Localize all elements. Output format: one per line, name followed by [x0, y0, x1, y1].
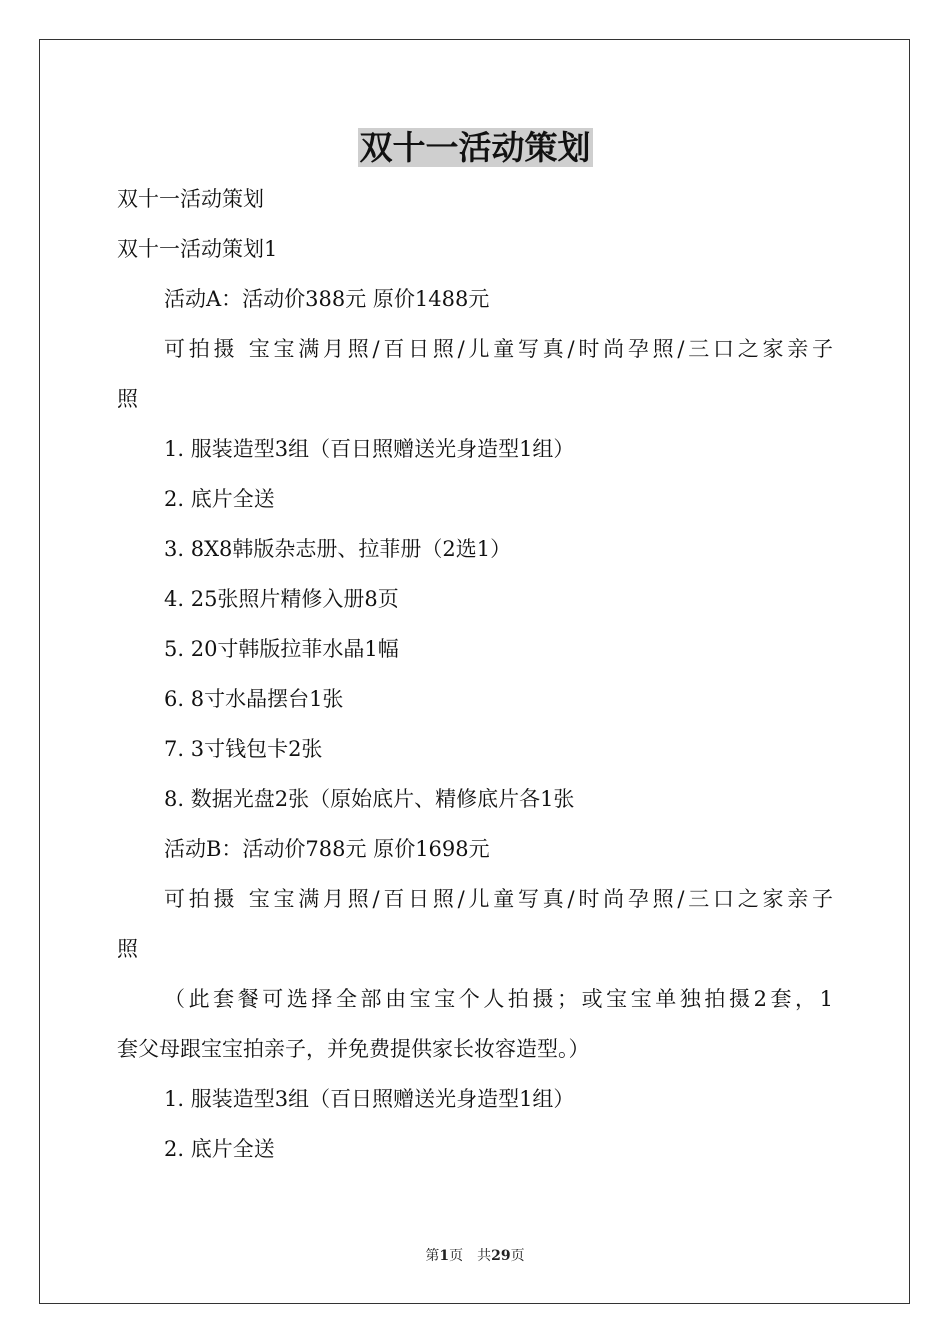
doc-line-b-item-2: 2. 底片全送 [164, 1137, 275, 1161]
doc-line-shoot-types-a-cont: 照 [117, 387, 138, 411]
doc-line-activity-b: 活动B：活动价788元 原价1698元 [164, 837, 490, 861]
footer-page-number: 1 [439, 1248, 450, 1264]
doc-line-a-item-8: 8. 数据光盘2张（原始底片、精修底片各1张 [164, 787, 575, 811]
doc-line-a-item-4: 4. 25张照片精修入册8页 [164, 587, 399, 611]
doc-line-a-item-5: 5. 20寸韩版拉菲水晶1幅 [164, 637, 399, 661]
doc-line-a-item-6: 6. 8寸水晶摆台1张 [164, 687, 344, 711]
doc-line-shoot-types-b: 可拍摄 宝宝满月照/百日照/儿童写真/时尚孕照/三口之家亲子 [164, 887, 834, 911]
doc-line-a-item-7: 7. 3寸钱包卡2张 [164, 737, 323, 761]
footer-total-pages: 29 [491, 1248, 511, 1264]
document-title [0, 126, 950, 170]
page-border [39, 39, 910, 1304]
footer-total-prefix: 共 [477, 1248, 492, 1264]
doc-line-subtitle: 双十一活动策划 [117, 187, 264, 211]
doc-line-activity-a: 活动A：活动价388元 原价1488元 [164, 287, 490, 311]
doc-line-shoot-types-b-cont: 照 [117, 937, 138, 961]
doc-line-package-note-cont: 套父母跟宝宝拍亲子，并免费提供家长妆容造型。） [117, 1037, 590, 1061]
page-footer [0, 1246, 950, 1266]
footer-page-suffix: 页 [449, 1248, 464, 1264]
footer-page-prefix: 第 [425, 1248, 440, 1264]
doc-line-section-heading: 双十一活动策划1 [117, 237, 278, 261]
doc-line-a-item-3: 3. 8X8韩版杂志册、拉菲册（2选1） [164, 537, 512, 561]
doc-line-a-item-2: 2. 底片全送 [164, 487, 275, 511]
doc-line-b-item-1: 1. 服装造型3组（百日照赠送光身造型1组） [164, 1087, 575, 1111]
doc-line-a-item-1: 1. 服装造型3组（百日照赠送光身造型1组） [164, 437, 575, 461]
doc-line-package-note: （此套餐可选择全部由宝宝个人拍摄；或宝宝单独拍摄2套，1 [164, 987, 834, 1011]
doc-line-shoot-types-a: 可拍摄 宝宝满月照/百日照/儿童写真/时尚孕照/三口之家亲子 [164, 337, 834, 361]
document-title-text: 双十一活动策划 [359, 128, 591, 167]
footer-total-suffix: 页 [510, 1248, 525, 1264]
